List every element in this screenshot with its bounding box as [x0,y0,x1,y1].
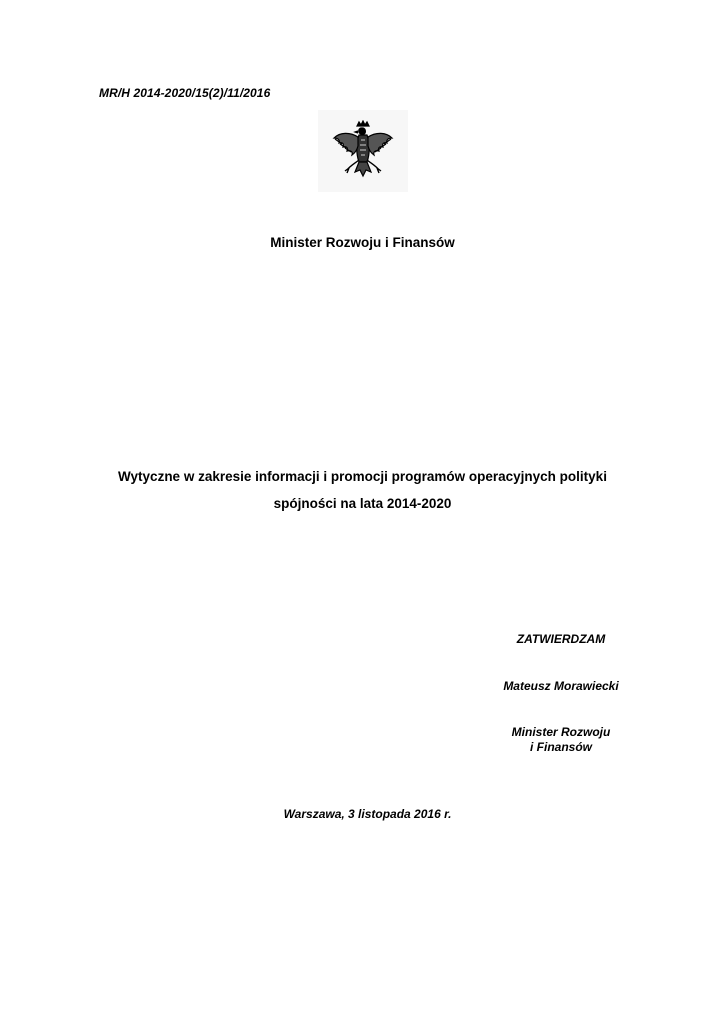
signer-position [495,725,627,755]
document-title [0,463,725,517]
signer-position-line-1: Minister Rozwoju [511,725,611,739]
issuer-title: Minister Rozwoju i Finansów [270,235,455,250]
polish-eagle-coat-of-arms-icon [330,120,396,188]
document-title-line-2: spójności na lata 2014-2020 [273,496,452,511]
signer-name: Mateusz Morawiecki [503,679,619,693]
signer-position-line-2: i Finansów [529,740,592,754]
emblem [318,110,408,192]
document-title-line-1: Wytyczne w zakresie informacji i promocji programów operacyjnych polityki [118,469,607,484]
document-reference-number: MR/H 2014-2020/15(2)/11/2016 [99,86,271,100]
approval-label: ZATWIERDZAM [516,632,606,646]
place-and-date: Warszawa, 3 listopada 2016 r. [283,807,452,821]
